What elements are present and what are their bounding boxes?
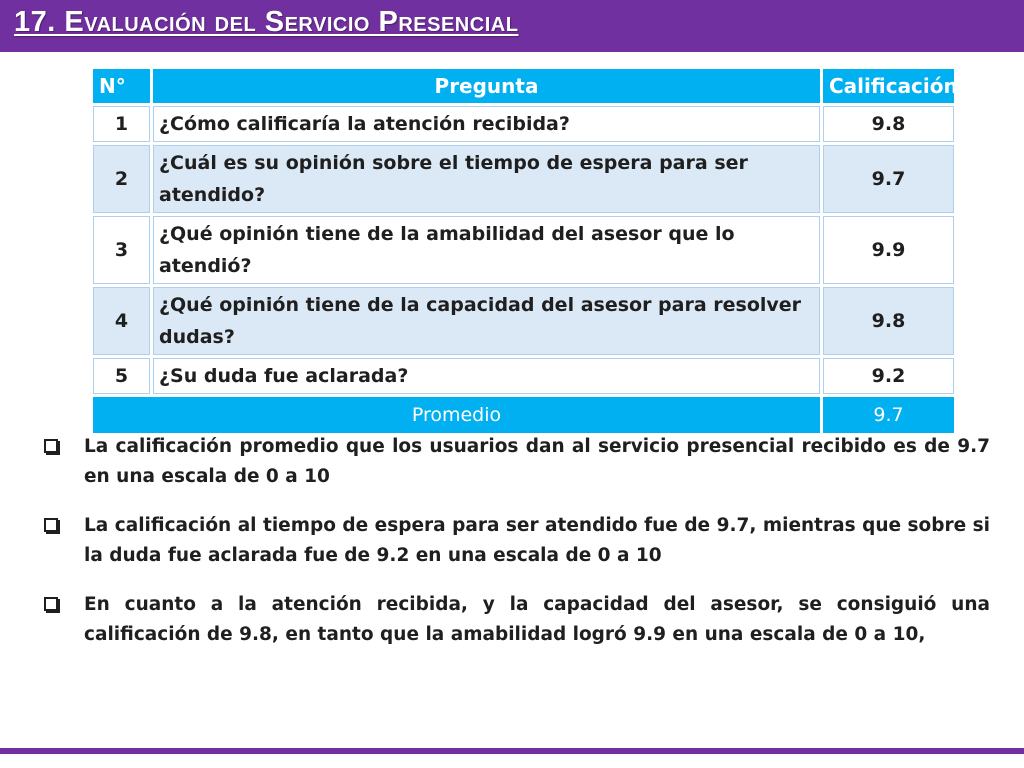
list-item [44,432,990,492]
row-question: ¿Su duda fue aclarada? [152,357,822,396]
table-header-row [92,68,956,105]
row-score: 9.8 [822,105,956,144]
row-question: ¿Qué opinión tiene de la amabilidad del asesor que lo atendió? [152,215,822,286]
row-number: 2 [92,144,152,215]
table-row [92,105,956,144]
evaluation-table [90,66,957,436]
row-question: ¿Cuál es su opinión sobre el tiempo de espera para ser atendido? [152,144,822,215]
table-total-row [92,396,956,435]
row-number: 5 [92,357,152,396]
header-question: Pregunta [152,68,822,105]
checkbox-icon [44,518,58,532]
row-score: 9.7 [822,144,956,215]
table-row [92,215,956,286]
table-row [92,286,956,357]
total-value: 9.7 [822,396,956,435]
row-score: 9.9 [822,215,956,286]
list-item-text: En cuanto a la atención recibida, y la capacidad del asesor, se consiguió una calificación de 9.8, en tanto que la amabilidad logró 9.9 en una escala de 0 a 10, [84,594,990,645]
row-question: ¿Qué opinión tiene de la capacidad del asesor para resolver dudas? [152,286,822,357]
row-number: 3 [92,215,152,286]
total-label: Promedio [92,396,822,435]
row-number: 1 [92,105,152,144]
row-score: 9.8 [822,286,956,357]
list-item-text: La calificación promedio que los usuarios dan al servicio presencial recibido es de 9.7 en una escala de 0 a 10 [84,436,990,487]
table-row [92,357,956,396]
row-number: 4 [92,286,152,357]
list-item [44,590,990,650]
checkbox-icon [44,597,58,611]
row-score: 9.2 [822,357,956,396]
row-question: ¿Cómo calificaría la atención recibida? [152,105,822,144]
header-number: N° [92,68,152,105]
bottom-accent-bar [0,748,1024,754]
title-bar [0,0,1024,52]
list-item [44,511,990,571]
checkbox-icon [44,439,58,453]
page-title: 17. Evaluación del Servicio Presencial [14,6,519,38]
findings-list [44,432,990,669]
header-score: Calificación [822,68,956,105]
table-row [92,144,956,215]
list-item-text: La calificación al tiempo de espera para ser atendido fue de 9.7, mientras que sobre si la duda fue aclarada fue de 9.2 en una escala de 0 a 10 [84,515,990,566]
